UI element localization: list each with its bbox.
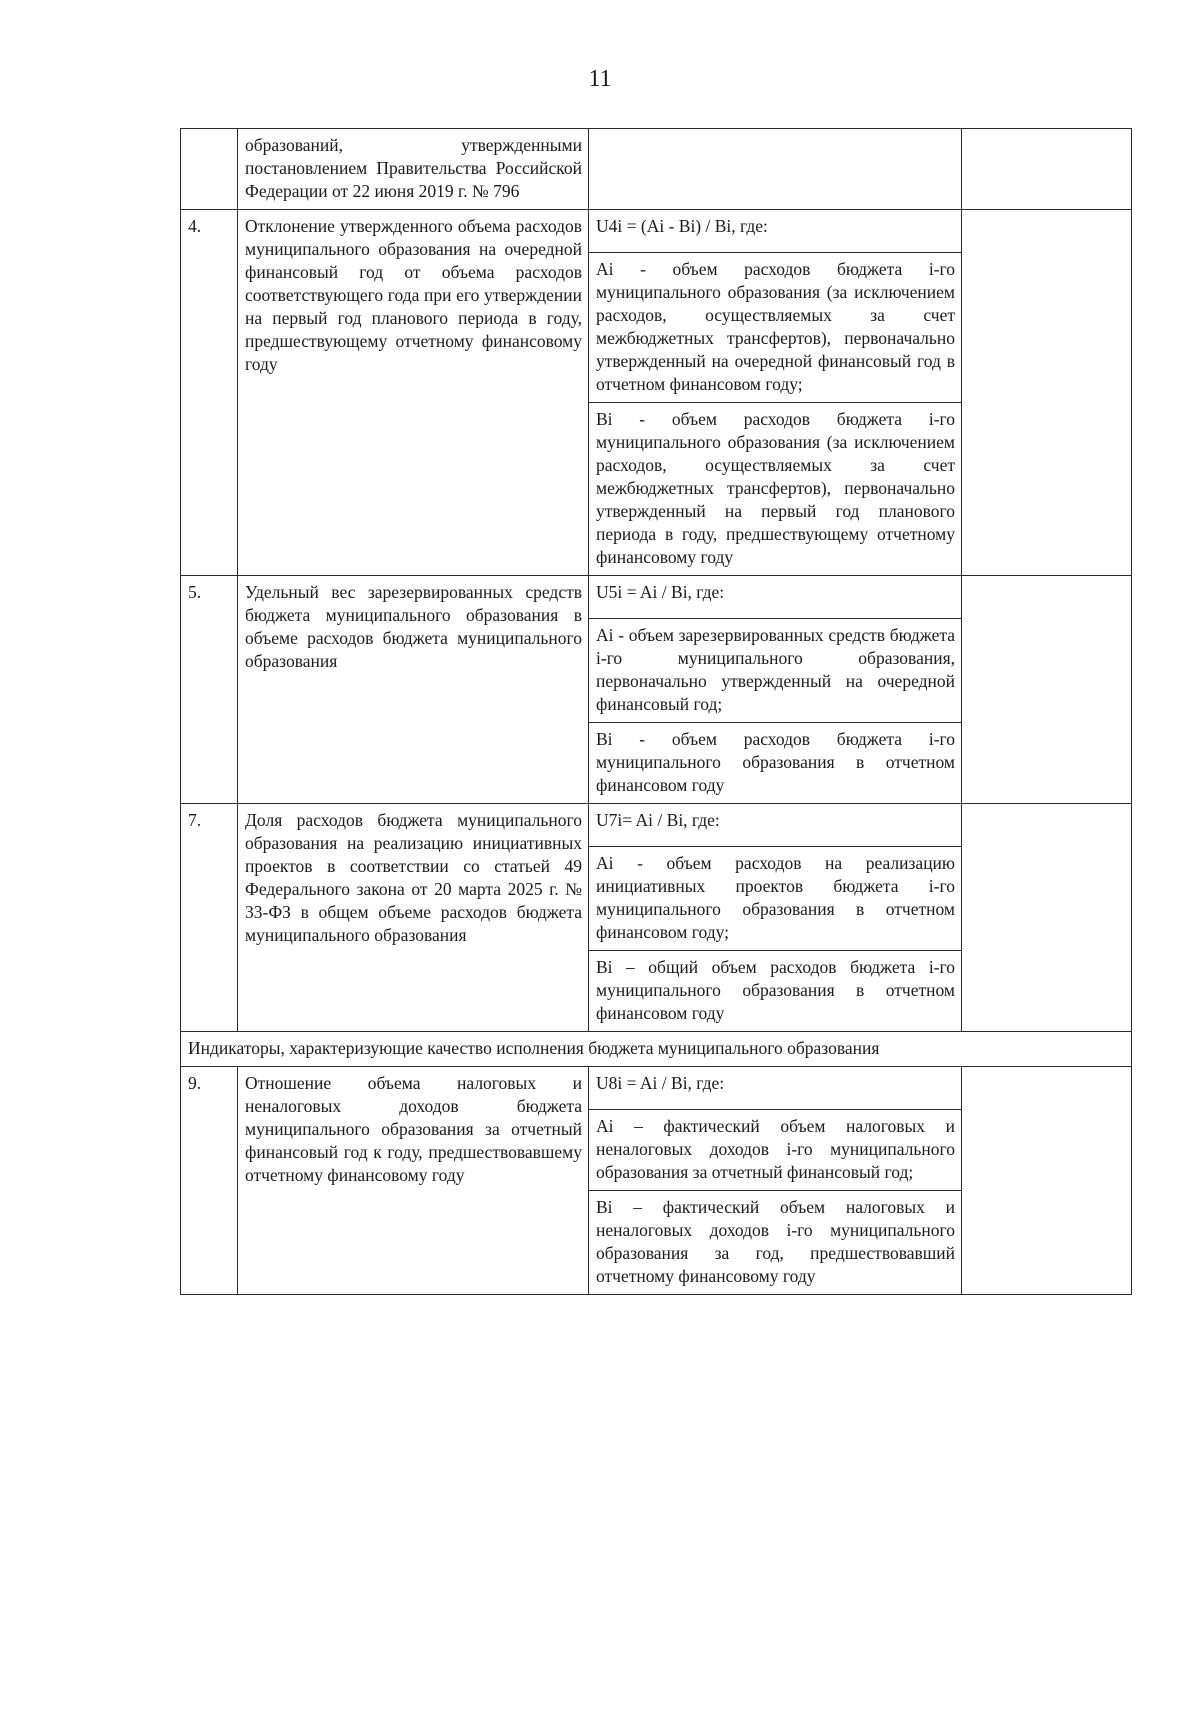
variable-b-definition: Bi - объем расходов бюджета i-го муниципального образования (за исключением расходов, осуществляемых за счет межбюджетных трансфертов), первоначально утвержденный на первый год планового периода в году, предшествующему отчетному финансовому году [589,403,962,576]
row-number-cell: 4. [181,210,238,576]
variable-a-definition: Ai – фактический объем налоговых и неналоговых доходов i-го муниципального образования за отчетный финансовый год; [589,1110,962,1191]
row-number-cell: 5. [181,576,238,804]
indicator-name-cell: образований, утвержденными постановлением Правительства Российской Федерации от 22 июня 2019 г. № 796 [238,129,589,210]
indicator-name-cell: Отклонение утвержденного объема расходов муниципального образования на очередной финансовый год от объема расходов соответствующего года при его утверждении на первый год планового периода в году, предшествующему отчетному финансовому году [238,210,589,576]
indicator-name-cell: Доля расходов бюджета муниципального образования на реализацию инициативных проектов в соответствии со статьей 49 Федерального закона от 20 марта 2025 г. № 33-ФЗ в общем объеме расходов бюджета муниципального образования [238,804,589,1032]
indicators-table [180,128,1132,1295]
page-number: 11 [588,66,612,92]
variable-b-definition: Bi – общий объем расходов бюджета i-го муниципального образования в отчетном финансовом году [589,951,962,1032]
variable-b-definition: Bi - объем расходов бюджета i-го муниципального образования в отчетном финансовом году [589,723,962,804]
indicator-name-cell: Отношение объема налоговых и неналоговых доходов бюджета муниципального образования за отчетный финансовый год к году, предшествовавшему отчетному финансовому году [238,1067,589,1295]
variable-a-definition: Ai - объем зарезервированных средств бюджета i-го муниципального образования, первоначально утвержденный на очередной финансовый год; [589,619,962,723]
row-number-cell: 9. [181,1067,238,1295]
indicator-name-cell: Удельный вес зарезервированных средств бюджета муниципального образования в объеме расходов бюджета муниципального образования [238,576,589,804]
value-cell [962,1067,1132,1295]
table-row [181,1067,1132,1110]
table-row [181,129,1132,210]
formula-cell: U7i= Ai / Bi, где: [589,804,962,847]
variable-b-definition: Bi – фактический объем налоговых и неналоговых доходов i-го муниципального образования за год, предшествовавший отчетному финансовому году [589,1191,962,1295]
table-row [181,1032,1132,1067]
value-cell [962,210,1132,576]
value-cell [962,576,1132,804]
variable-a-definition: Ai - объем расходов бюджета i-го муниципального образования (за исключением расходов, осуществляемых за счет межбюджетных трансфертов), первоначально утвержденный на очередной финансовый год в отчетном финансовом году; [589,253,962,403]
table-row [181,210,1132,253]
table-row [181,804,1132,847]
value-cell [962,804,1132,1032]
formula-cell: U5i = Ai / Bi, где: [589,576,962,619]
formula-cell: U8i = Ai / Bi, где: [589,1067,962,1110]
row-number-cell: 7. [181,804,238,1032]
variable-a-definition: Ai - объем расходов на реализацию инициативных проектов бюджета i-го муниципального образования в отчетном финансовом году; [589,847,962,951]
table-row [181,576,1132,619]
formula-cell [589,129,962,210]
value-cell [962,129,1132,210]
section-heading: Индикаторы, характеризующие качество исполнения бюджета муниципального образования [181,1032,1132,1067]
row-number-cell [181,129,238,210]
formula-cell: U4i = (Ai - Bi) / Bi, где: [589,210,962,253]
